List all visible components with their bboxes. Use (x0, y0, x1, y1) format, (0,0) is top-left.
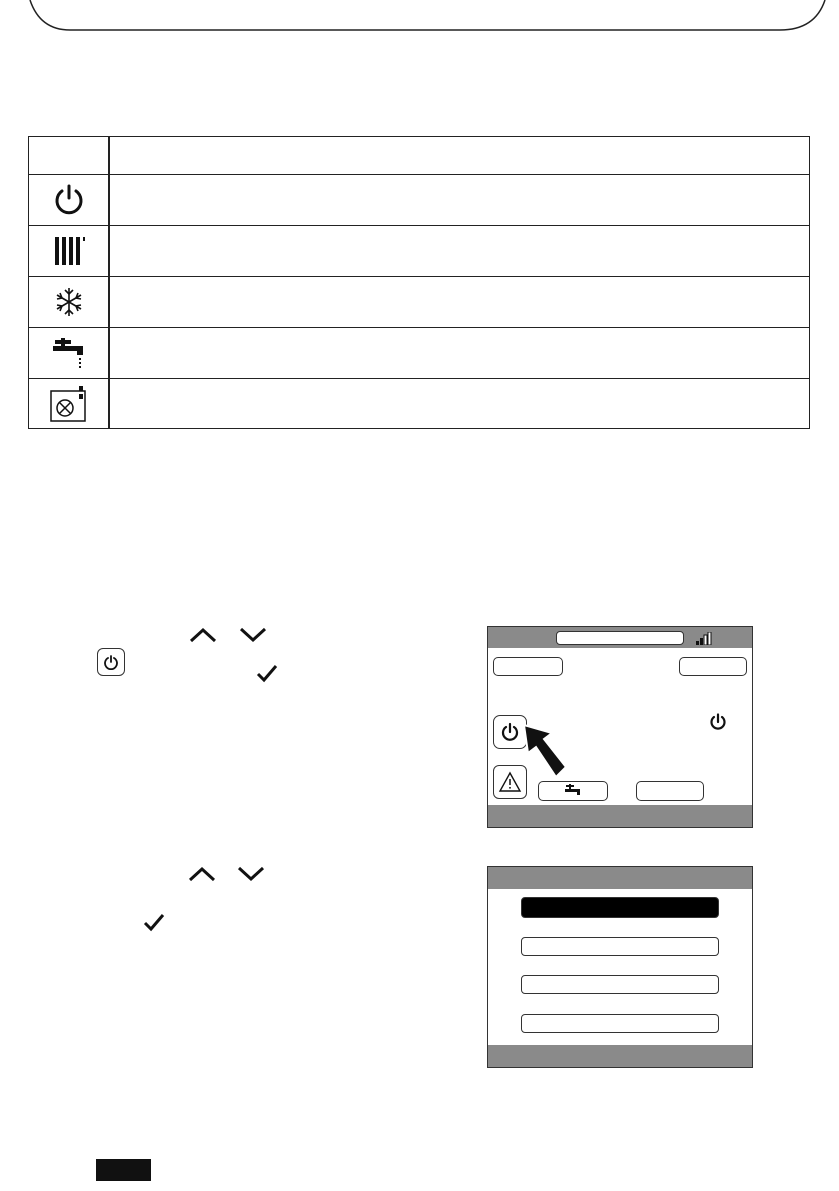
signal-bars-icon (695, 632, 713, 645)
tap-pill[interactable] (538, 781, 608, 801)
right-top-pill[interactable] (679, 657, 747, 676)
menu-footer-bar (488, 1045, 752, 1067)
page-curve (0, 0, 839, 60)
chevron-up-icon (187, 865, 217, 883)
row-description (117, 328, 801, 378)
row-description (117, 175, 801, 225)
menu-option-3[interactable] (521, 975, 719, 994)
menu-display-screen (487, 866, 753, 1068)
row-description (117, 277, 801, 327)
power-icon (500, 722, 520, 742)
main-display-screen (487, 626, 753, 828)
table-row (29, 276, 809, 327)
top-status-bar (488, 627, 752, 648)
table-row (29, 225, 809, 276)
table-row (29, 327, 809, 378)
icon-legend-table (28, 136, 810, 429)
table-header-description (117, 137, 801, 174)
checkmark-icon (256, 663, 278, 683)
status-power-icon (709, 713, 727, 731)
page-section-tab (96, 1159, 151, 1181)
table-header-row (29, 137, 809, 174)
menu-header-bar (488, 867, 752, 889)
menu-option-1-selected[interactable] (521, 897, 719, 918)
left-top-pill[interactable] (493, 657, 563, 676)
chevron-down-icon (238, 626, 268, 644)
menu-option-2[interactable] (521, 937, 719, 956)
chevron-down-icon (236, 865, 266, 883)
heat-pump-unit-icon (29, 379, 108, 429)
right-bottom-pill[interactable] (636, 781, 704, 801)
arrow-pointer-icon (522, 723, 568, 779)
row-description (117, 226, 801, 276)
table-row (29, 174, 809, 225)
power-button-icon (97, 648, 125, 676)
row-description (117, 379, 801, 429)
chevron-up-icon (188, 626, 218, 644)
power-icon (29, 175, 108, 225)
warning-triangle-icon (498, 771, 522, 793)
tap-icon (29, 328, 108, 378)
tap-icon (563, 784, 583, 798)
bottom-status-bar (488, 805, 752, 827)
table-row (29, 378, 809, 429)
radiator-icon (29, 226, 108, 276)
menu-option-4[interactable] (521, 1014, 719, 1033)
table-column-divider (108, 137, 110, 428)
snowflake-icon (29, 277, 108, 327)
checkmark-icon (143, 912, 165, 932)
title-field (556, 631, 684, 645)
